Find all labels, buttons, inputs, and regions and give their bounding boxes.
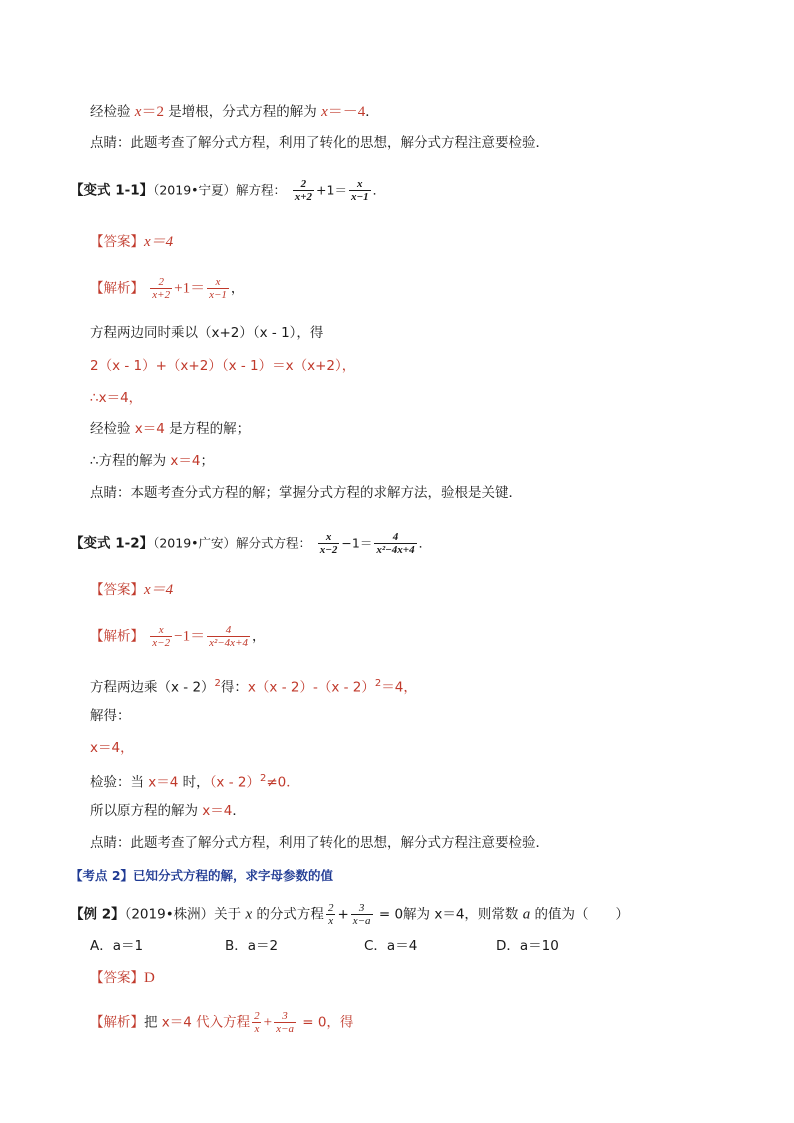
text: 经检验	[90, 421, 135, 437]
step-line	[90, 674, 417, 698]
example-tag: 【例 2】	[70, 906, 125, 923]
analysis-tag: 【解析】	[90, 628, 144, 645]
option-label: C．a＝4	[364, 938, 418, 954]
text: 时，	[178, 774, 210, 791]
text: ．	[365, 104, 379, 120]
text: 得：	[220, 679, 248, 696]
exponent: 2	[374, 678, 382, 689]
text: 解得：	[90, 708, 131, 724]
denominator: x+2	[152, 289, 171, 301]
text: 方程两边乘（x - 2）	[90, 679, 215, 696]
fraction	[374, 531, 416, 556]
denominator: x+2	[294, 191, 313, 203]
variant-1-1-heading	[70, 178, 385, 203]
math: a	[522, 906, 531, 923]
variant-source: （2019•广安）解分式方程：	[153, 535, 312, 551]
text: 所以原方程的解为	[90, 803, 203, 819]
analysis-line-2	[90, 624, 266, 649]
denominator: x²−4x+4	[376, 544, 415, 556]
answer-tag: 【答案】	[90, 234, 144, 250]
option-label: D．a＝10	[496, 938, 559, 954]
text: ；	[200, 453, 214, 469]
option-a[interactable]	[90, 936, 143, 956]
operator: +1＝	[174, 280, 206, 297]
step-line	[90, 738, 134, 758]
text-line-1	[90, 102, 379, 122]
text: ．	[418, 535, 432, 551]
text: ，	[230, 280, 245, 297]
numerator: x	[357, 178, 363, 190]
denominator: x−1	[350, 191, 369, 203]
math: = 0，得	[297, 1014, 354, 1031]
math: x	[321, 104, 328, 120]
operator: +	[263, 1014, 273, 1031]
denominator: x−2	[319, 544, 338, 556]
comment: 点睛：此题考查了解分式方程，利用了转化的思想，解分式方程注意要检验．	[90, 835, 549, 851]
math: x＝4 代入方程	[161, 1014, 251, 1031]
math: 2（x - 1）+（x+2）（x - 1）＝x（x+2），	[90, 358, 356, 374]
denominator: x−2	[152, 637, 171, 649]
numerator: x	[215, 276, 221, 288]
variant-source: （2019•宁夏）解方程：	[153, 182, 287, 198]
numerator: x	[158, 624, 164, 636]
operator: +	[337, 906, 349, 923]
math: x（x - 2）-（x - 2）	[247, 679, 375, 696]
text: x＝4，则常数	[434, 906, 523, 923]
math: x＝4	[134, 421, 165, 437]
numerator: 3	[358, 902, 365, 914]
math: x＝4	[202, 803, 233, 819]
step-line	[90, 419, 250, 439]
fraction	[150, 276, 172, 301]
analysis-line-1	[90, 276, 244, 301]
numerator: 2	[300, 178, 307, 190]
comment: 点睛：本题考查分式方程的解；掌握分式方程的求解方法，验根是关键．	[90, 485, 522, 501]
text: 的分式方程	[252, 906, 324, 923]
comment-line	[90, 483, 522, 503]
analysis-line-3	[90, 1010, 353, 1035]
variant-tag: 【变式 1-1】	[70, 182, 154, 199]
answer-tag: 【答案】	[90, 970, 144, 986]
denominator: x	[328, 915, 334, 927]
text-line-2	[90, 133, 549, 153]
exponent: 2	[259, 773, 267, 784]
step-line	[90, 323, 323, 343]
fraction	[274, 1010, 296, 1035]
math: x	[245, 906, 253, 923]
fraction	[326, 902, 336, 927]
step-line	[90, 801, 246, 821]
text: ．	[232, 803, 246, 819]
text: ，	[252, 628, 266, 645]
denominator: x−1	[209, 289, 227, 301]
step-line	[90, 388, 142, 408]
example-2-question	[70, 902, 629, 927]
analysis-tag: 【解析】	[90, 280, 144, 297]
step-line	[90, 451, 214, 471]
denominator: x²−4x+4	[209, 637, 248, 649]
option-label: B．a＝2	[225, 938, 279, 954]
text: ∴方程的解为	[90, 453, 171, 469]
step-line	[90, 769, 300, 793]
fraction	[150, 624, 172, 649]
numerator: 4	[392, 531, 399, 543]
answer-value: x＝4	[144, 234, 174, 250]
math: （x - 2）	[209, 774, 260, 791]
math: ＝－4	[327, 104, 366, 120]
denominator: x−a	[276, 1023, 294, 1035]
operator: −1＝	[174, 628, 206, 645]
text: 是增根，分式方程的解为	[163, 104, 322, 120]
text: 检验：当	[90, 774, 149, 791]
variant-tag: 【变式 1-2】	[70, 535, 154, 552]
text: 经检验	[90, 104, 135, 120]
denominator: x−a	[352, 915, 371, 927]
math: x＝4	[170, 453, 201, 469]
answer-tag: 【答案】	[90, 582, 144, 598]
option-c[interactable]	[364, 936, 417, 956]
variant-1-2-heading	[70, 531, 431, 556]
option-d[interactable]	[496, 936, 559, 956]
text: ．	[372, 182, 386, 198]
answer-line-1	[90, 232, 173, 252]
fraction	[351, 902, 373, 927]
math: x＝4，	[90, 740, 134, 756]
answer-value: D	[144, 970, 155, 986]
numerator: 3	[282, 1010, 288, 1022]
text: 的值为（ ）	[530, 906, 630, 923]
operator: −1＝	[341, 535, 373, 551]
answer-line-3	[90, 968, 155, 988]
fraction	[207, 276, 229, 301]
math: ≠0．	[266, 774, 300, 791]
comment: 点睛：此题考查了解分式方程，利用了转化的思想，解分式方程注意要检验．	[90, 135, 549, 151]
math: ＝4，	[381, 679, 417, 696]
key-point-title: 【考点 2】已知分式方程的解，求字母参数的值	[70, 868, 334, 883]
fraction	[293, 178, 314, 203]
analysis-tag: 【解析】	[90, 1014, 144, 1031]
step-line	[90, 706, 131, 726]
math: ∴x＝4，	[90, 390, 143, 406]
fraction	[252, 1010, 262, 1035]
answer-line-2	[90, 580, 173, 600]
numerator: 2	[327, 902, 334, 914]
comment-line	[90, 833, 549, 853]
option-label: A．a＝1	[90, 938, 144, 954]
fraction	[318, 531, 340, 556]
text: （2019•株洲）关于	[124, 906, 246, 923]
math: ＝2	[141, 104, 164, 120]
answer-value: x＝4	[144, 582, 174, 598]
numerator: 4	[225, 624, 232, 636]
key-point-heading	[70, 866, 333, 886]
numerator: x	[325, 531, 332, 543]
step-line	[90, 356, 355, 376]
denominator: x	[254, 1023, 260, 1035]
option-b[interactable]	[225, 936, 278, 956]
fraction	[207, 624, 250, 649]
operator: +1＝	[316, 182, 347, 198]
text: 把	[144, 1014, 162, 1031]
numerator: 2	[254, 1010, 260, 1022]
exponent: 2	[214, 678, 221, 689]
text: 方程两边同时乘以（x+2）（x - 1），得	[90, 325, 324, 341]
math: x	[134, 104, 142, 120]
math: x＝4	[148, 774, 179, 791]
text: = 0解为	[374, 906, 435, 923]
fraction	[349, 178, 371, 203]
text: 是方程的解；	[164, 421, 251, 437]
numerator: 2	[158, 276, 164, 288]
